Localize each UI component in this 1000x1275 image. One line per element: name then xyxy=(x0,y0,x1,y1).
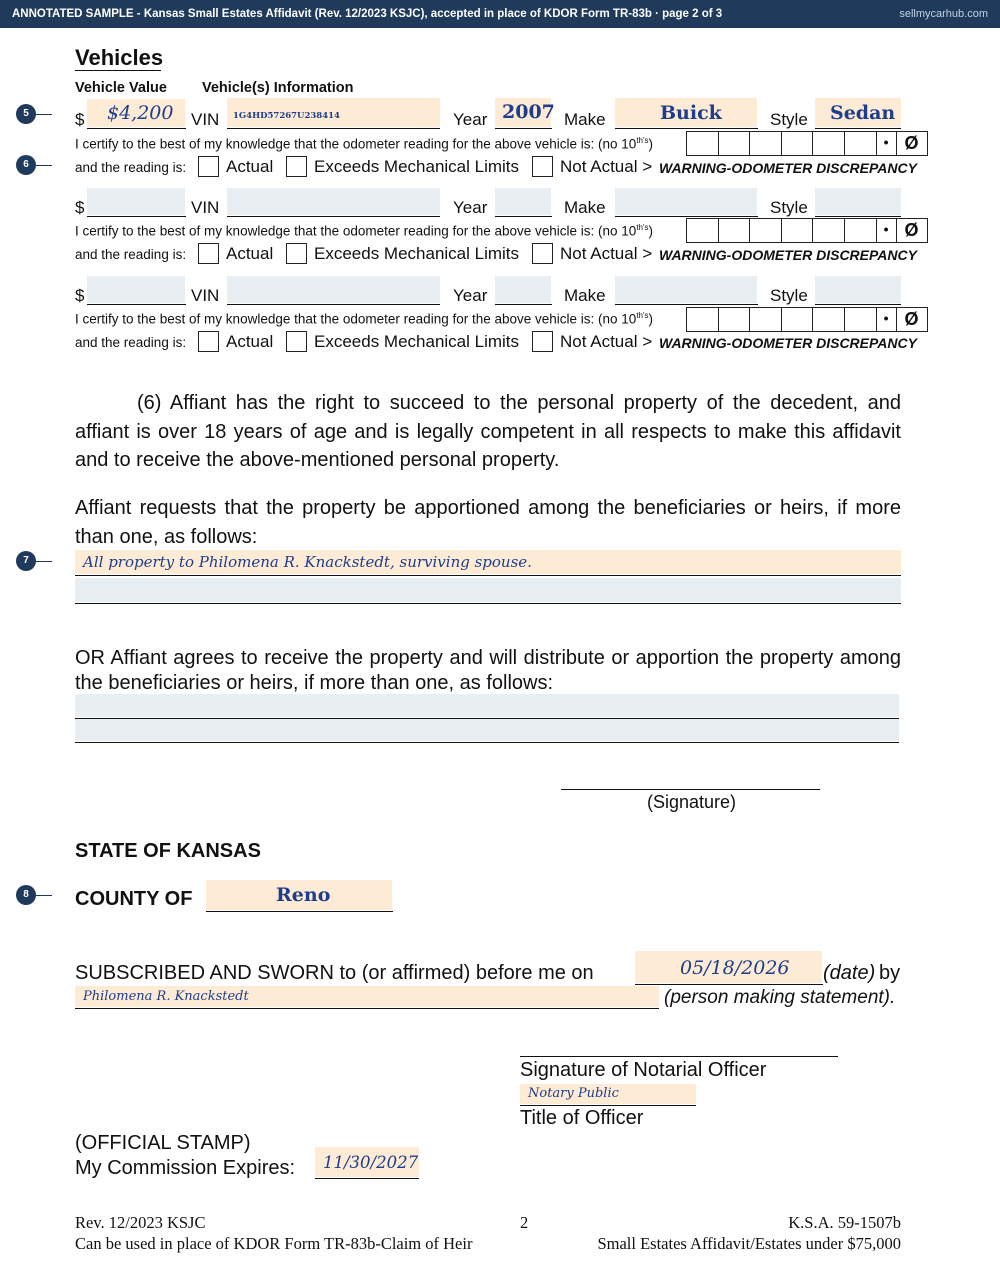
make-field[interactable] xyxy=(615,188,757,215)
odometer-certify-text: I certify to the best of my knowledge that the odometer reading for the above vehicle is: (no $10^{th's}$) xyxy=(75,223,654,239)
dollar-sign: $ xyxy=(75,110,85,129)
vin-field[interactable] xyxy=(227,276,440,303)
make-field[interactable] xyxy=(615,276,757,303)
style-label: Style xyxy=(770,110,808,129)
section-6-paragraph: (6) Affiant has the right to succeed to the personal property of the decedent, and affiant is over 18 years of age and is legally competent in all respects to make this affidavit and to receive the above-mentioned personal property. xyxy=(75,392,901,471)
vin-underline xyxy=(227,304,440,305)
dollar-sign: $ xyxy=(75,198,85,217)
actual-label: Actual xyxy=(226,157,274,176)
dollar-sign: $ xyxy=(75,286,85,305)
year-field[interactable] xyxy=(495,188,551,215)
year-entry: 2007 xyxy=(502,101,555,123)
col-vehicle-value: Vehicle Value xyxy=(75,80,167,96)
exceeds-checkbox[interactable] xyxy=(286,331,307,352)
warning-label: WARNING-ODOMETER DISCREPANCY xyxy=(659,160,917,176)
expires-entry: 11/30/2027 xyxy=(323,1153,419,1172)
apportion-line-2 xyxy=(75,603,901,604)
value-field[interactable] xyxy=(87,188,185,215)
year-field[interactable] xyxy=(495,276,551,303)
style-entry: Sedan xyxy=(830,102,896,124)
style-underline xyxy=(815,128,901,129)
exceeds-checkbox[interactable] xyxy=(286,243,307,264)
vin-label: VIN xyxy=(191,286,220,305)
actual-label: Actual xyxy=(226,332,274,351)
actual-checkbox[interactable] xyxy=(198,243,219,264)
warning-label: WARNING-ODOMETER DISCREPANCY xyxy=(659,335,917,351)
marker-8-leader xyxy=(36,895,52,896)
value-underline xyxy=(87,216,186,217)
odometer-decimal-dot: • xyxy=(877,132,897,155)
actual-label: Actual xyxy=(226,244,274,263)
date-underline xyxy=(635,984,823,985)
odometer-decimal-dot: • xyxy=(877,308,897,331)
not-actual-label: Not Actual > xyxy=(560,244,653,263)
vehicles-heading-underline xyxy=(75,70,161,71)
date-label: (date) xyxy=(823,962,876,984)
actual-checkbox[interactable] xyxy=(198,331,219,352)
footer-page-number: 2 xyxy=(520,1213,529,1232)
style-label: Style xyxy=(770,198,808,217)
col-vehicle-info: Vehicle(s) Information xyxy=(202,80,354,96)
banner-title: ANNOTATED SAMPLE - Kansas Small Estates Affidavit (Rev. 12/2023 KSJC), accepted in place of KDOR Form TR-83b · page 2 of 3 xyxy=(12,8,723,20)
odometer-certify-text: I certify to the best of my knowledge that the odometer reading for the above vehicle is: (no $10^{th's}$) xyxy=(75,311,654,327)
not-actual-label: Not Actual > xyxy=(560,332,653,351)
value-underline xyxy=(87,304,186,305)
distribute-line-1-field[interactable] xyxy=(75,694,899,717)
odometer-zero-slash: Ø xyxy=(904,220,919,240)
year-label: Year xyxy=(453,198,488,217)
marker-5: 5 xyxy=(16,104,36,124)
exceeds-checkbox[interactable] xyxy=(286,156,307,177)
vin-label: VIN xyxy=(191,198,220,217)
value-field[interactable] xyxy=(87,276,185,303)
marker-6: 6 xyxy=(16,155,36,175)
vin-label: VIN xyxy=(191,110,220,129)
vehicle-value-entry: $4,200 xyxy=(107,102,174,124)
exceeds-label: Exceeds Mechanical Limits xyxy=(314,157,520,176)
not-actual-checkbox[interactable] xyxy=(532,243,553,264)
apportion-line-1 xyxy=(75,575,901,576)
notary-signature-line[interactable] xyxy=(520,1056,838,1057)
odometer-boxes[interactable] xyxy=(686,218,928,243)
person-underline xyxy=(75,1008,659,1009)
odometer-boxes[interactable] xyxy=(686,131,928,156)
warning-label: WARNING-ODOMETER DISCREPANCY xyxy=(659,247,917,263)
official-stamp-label: (OFFICIAL STAMP) xyxy=(75,1132,251,1154)
odometer-decimal-dot: • xyxy=(877,219,897,242)
value-underline xyxy=(87,128,186,129)
by-label: by xyxy=(879,962,901,984)
marker-7-leader xyxy=(36,561,52,562)
style-underline xyxy=(815,304,901,305)
exceeds-label: Exceeds Mechanical Limits xyxy=(314,332,520,351)
vin-entry: 1G4HD57267U238414 xyxy=(233,111,340,121)
title-entry: Notary Public xyxy=(528,1086,619,1101)
year-underline xyxy=(495,128,552,129)
commission-expires-label: My Commission Expires: xyxy=(75,1157,296,1179)
county-entry: Reno xyxy=(276,884,331,906)
footer-title: Small Estates Affidavit/Estates under $75,000 xyxy=(597,1234,901,1253)
distribute-line-2 xyxy=(75,742,899,743)
odometer-certify-text: I certify to the best of my knowledge that the odometer reading for the above vehicle is: (no $10^{th's}$) xyxy=(75,136,654,152)
affiant-signature-label: (Signature) xyxy=(647,792,737,812)
footer-statute: K.S.A. 59-1507b xyxy=(788,1213,901,1232)
county-underline xyxy=(206,911,393,912)
county-label: COUNTY OF xyxy=(75,888,193,910)
footer-rev: Rev. 12/2023 KSJC xyxy=(75,1213,206,1232)
not-actual-label: Not Actual > xyxy=(560,157,653,176)
marker-5-leader xyxy=(36,114,52,115)
style-field[interactable] xyxy=(815,188,901,215)
odometer-boxes[interactable] xyxy=(686,307,928,332)
odometer-zero-slash: Ø xyxy=(904,133,919,153)
vehicles-heading: Vehicles xyxy=(75,45,164,70)
title-underline xyxy=(520,1105,696,1106)
reading-label: and the reading is: xyxy=(75,247,187,262)
make-label: Make xyxy=(564,110,606,129)
title-label: Title of Officer xyxy=(520,1107,644,1129)
expires-underline xyxy=(315,1178,419,1179)
year-label: Year xyxy=(453,286,488,305)
not-actual-checkbox[interactable] xyxy=(532,156,553,177)
affiant-signature-line[interactable] xyxy=(561,789,820,790)
style-label: Style xyxy=(770,286,808,305)
person-label: (person making statement). xyxy=(664,987,896,1008)
year-underline xyxy=(495,216,552,217)
make-entry: Buick xyxy=(660,102,722,124)
marker-7: 7 xyxy=(16,551,36,571)
make-label: Make xyxy=(564,198,606,217)
distribute-line-2-field[interactable] xyxy=(75,719,899,741)
make-underline xyxy=(615,128,758,129)
style-field[interactable] xyxy=(815,276,901,303)
state-label: STATE OF KANSAS xyxy=(75,840,261,862)
or-affiant-text: OR Affiant agrees to receive the property and will distribute or apportion the property among the beneficiaries or heirs, if more than one, as follows: xyxy=(75,647,901,694)
reading-label: and the reading is: xyxy=(75,335,187,350)
year-underline xyxy=(495,304,552,305)
marker-6-leader xyxy=(36,165,52,166)
style-underline xyxy=(815,216,901,217)
make-underline xyxy=(615,216,758,217)
person-entry: Philomena R. Knackstedt xyxy=(83,989,249,1004)
date-entry: 05/18/2026 xyxy=(680,957,790,979)
banner-site-link[interactable]: sellmycarhub.com xyxy=(899,8,988,20)
annotation-banner xyxy=(0,0,1000,28)
year-label: Year xyxy=(453,110,488,129)
apportion-line-2-field[interactable] xyxy=(75,578,901,602)
vin-field[interactable] xyxy=(227,188,440,215)
reading-label: and the reading is: xyxy=(75,160,187,175)
sworn-text: SUBSCRIBED AND SWORN to (or affirmed) before me on xyxy=(75,962,594,984)
apportion-text: Affiant requests that the property be apportioned among the beneficiaries or heirs, if more than one, as follows: xyxy=(75,497,901,548)
vin-underline xyxy=(227,128,440,129)
footer-usage: Can be used in place of KDOR Form TR-83b-Claim of Heir xyxy=(75,1234,473,1253)
make-underline xyxy=(615,304,758,305)
make-label: Make xyxy=(564,286,606,305)
odometer-zero-slash: Ø xyxy=(904,309,919,329)
marker-8: 8 xyxy=(16,885,36,905)
vin-underline xyxy=(227,216,440,217)
exceeds-label: Exceeds Mechanical Limits xyxy=(314,244,520,263)
not-actual-checkbox[interactable] xyxy=(532,331,553,352)
apportion-entry: All property to Philomena R. Knackstedt, surviving spouse. xyxy=(83,553,532,571)
notary-signature-label: Signature of Notarial Officer xyxy=(520,1059,767,1081)
actual-checkbox[interactable] xyxy=(198,156,219,177)
